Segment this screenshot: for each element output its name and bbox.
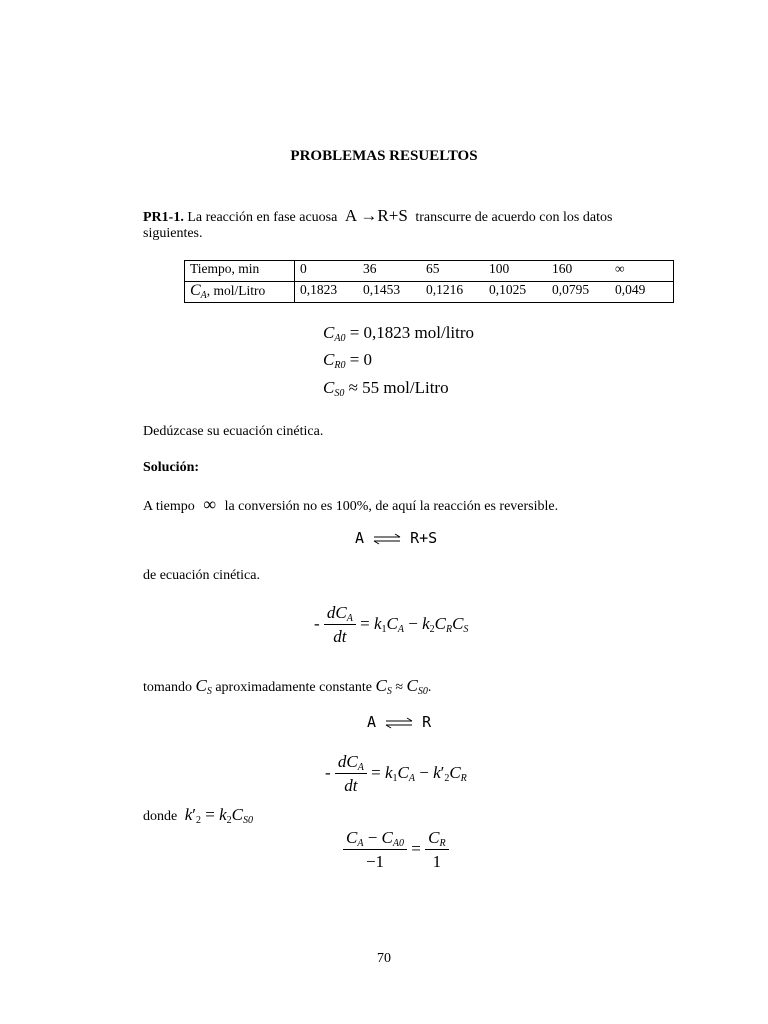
table-header-time: Tiempo, min [185, 261, 295, 282]
initial-cs0: $C_{S0} \approx 55$ mol/Litro [323, 378, 449, 399]
taking-statement: tomando $C_S$ aproximadamente constante $C_S \approx C_{S0}$. [143, 676, 432, 697]
table-cell: 0,1216 [426, 282, 464, 297]
initial-cr0: $C_{R0} = 0$ [323, 350, 373, 371]
rate-equation-2: - $\frac{dC_A}{dt}$ = $k_1C_A - k'_2C_R$ [325, 752, 467, 795]
table-cell: 100 [484, 261, 547, 282]
data-table [184, 260, 674, 303]
table-cell: 0,1453 [363, 282, 401, 297]
problem-label: PR1-1. [143, 210, 184, 225]
table-row [185, 261, 674, 282]
table-cell: 0,049 [615, 282, 646, 297]
kinetic-label: de ecuación cinética. [143, 568, 260, 583]
table-cell: 0,1025 [489, 282, 527, 297]
problem-text-line2: siguientes. [143, 226, 203, 241]
table-cell: 0 [295, 261, 359, 282]
initial-ca0: $C_{A0} = 0,1823$ mol/litro [323, 323, 475, 344]
equilibrium-arrows-icon [373, 533, 401, 545]
table-cell: 160 [547, 261, 610, 282]
infinity-statement: A tiempo ∞ la conversión no es 100%, de aquí la reacción es reversible. [143, 494, 559, 514]
solution-label: Solución: [143, 460, 200, 475]
table-cell: 0,1823 [300, 282, 338, 297]
rate-equation-1: - $\frac{dC_A}{dt}$ = $k_1C_A - k_2C_RC_S$ [314, 603, 469, 646]
problem-text-before: La reacción en fase acuosa [187, 210, 338, 225]
reversible-reaction-2: A R [367, 713, 432, 731]
table-cell: 0,0795 [552, 282, 590, 297]
table-header-concentration: $C_A$, mol/Litro [185, 282, 295, 303]
table-cell: ∞ [610, 261, 674, 282]
reversible-reaction-1: A R+S [355, 529, 438, 547]
table-cell: 65 [421, 261, 484, 282]
infinity-symbol: ∞ [203, 494, 217, 514]
equilibrium-arrows-icon [385, 717, 413, 729]
table-cell: 36 [358, 261, 421, 282]
problem-reaction: A →R+S [344, 206, 408, 225]
page-title: PROBLEMAS RESUELTOS [290, 148, 478, 164]
problem-text-after: transcurre de acuerdo con los datos [415, 210, 613, 225]
problem-statement [143, 206, 612, 226]
stoichiometry-equation: $\frac{C_A - C_{A0}}{-1}$ = $\frac{C_R}{1}$ [343, 828, 449, 872]
table-row [185, 282, 674, 303]
page-number: 70 [377, 951, 391, 966]
deduce-text: Dedúzcase su ecuación cinética. [143, 424, 324, 439]
donde-statement: donde $k'_2 = k_2C_{S0}$ [143, 805, 253, 826]
